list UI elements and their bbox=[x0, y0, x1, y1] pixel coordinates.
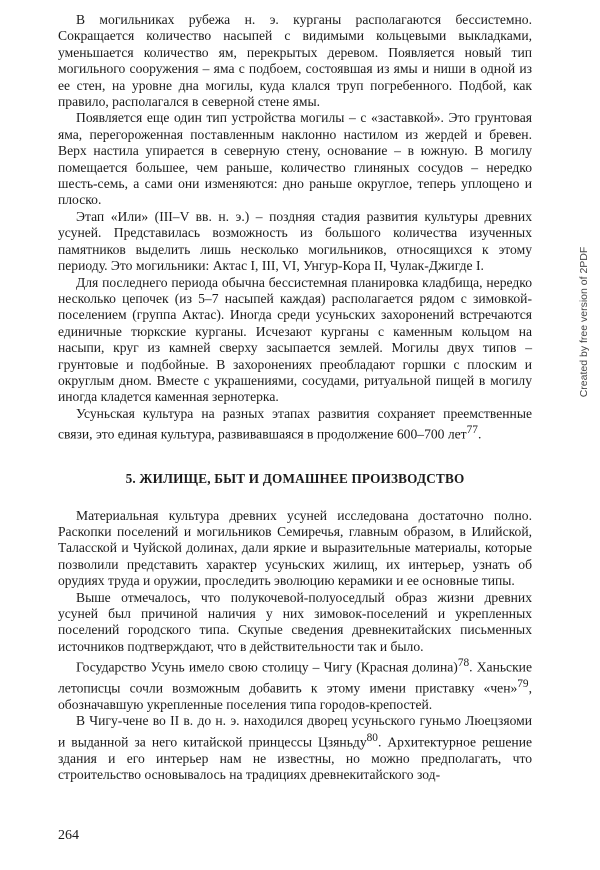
paragraph-material-culture: Материальная культура древних усуней исследована достаточно полно. Раскопки поселений и могильников Семиречья, главным образом, в Илийской, Таласской и Чуйской долинах, дали яркие и выразительные материалы, которые позволили представить характер усуньских жилищ, их интерьер, узнать об орудиях труда и оружии, проследить эволюцию керамики и ее основные типы. bbox=[58, 507, 532, 589]
footnote-ref-79: 79 bbox=[517, 678, 529, 691]
paragraph-continuity bbox=[58, 406, 532, 443]
palace-text-1: В Чигу-чене во II в. до н. э. находился дворец усуньского гуньмо Люецзяоми и выданной за него китайской принцессы Цзяньду bbox=[58, 713, 532, 750]
continuity-text: Усуньская культура на разных этапах развития сохраняет преемственные связи, это единая культура, развивавшаяся в продолжение 600–700 лет bbox=[58, 405, 532, 442]
paragraph-last-period: Для последнего периода обычна бессистемная планировка кладбища, нередко несколько цепочек (из 5–7 насыпей каждая) располагается рядом с зимовкой-поселением (группа Актас). Иногда среди усуньских захоронений встречаются единичные тюркские курганы. Исчезают курганы с каменным кольцом на насыпи, круг из камней сверху засыпается землей. Могилы двух типов – грунтовые и подбойные. В захоронениях преобладают горшки с плоским и округлым дном. Вместе с украшениями, сосудами, ритуальной пищей в могилу иногда кладется каменная зернотерка. bbox=[58, 274, 532, 405]
footnote-ref-80: 80 bbox=[366, 731, 378, 744]
footnote-ref-77: 77 bbox=[466, 424, 478, 437]
section-heading: 5. ЖИЛИЩЕ, БЫТ И ДОМАШНЕЕ ПРОИЗВОДСТВО bbox=[125, 471, 465, 487]
paragraph-burials-rubezh: В могильниках рубежа н. э. курганы располагаются бессистемно. Сокращается количество насыпей с видимыми кольцевыми выкладками, уменьшается количество ям, перекрытых деревом. Появляется новый тип могильного сооружения – яма с подбоем, состоявшая из ямы и ниши в одной из ее стен, на уровне дна могилы, куда клался труп погребенного. Подбой, как правило, располагался в северной стене ямы. bbox=[58, 12, 532, 110]
continuity-end: . bbox=[477, 426, 482, 442]
footnote-ref-78: 78 bbox=[457, 657, 470, 670]
paragraph-palace bbox=[58, 713, 532, 783]
paragraph-zastavka: Появляется еще один тип устройства могилы – с «заставкой». Это грунтовая яма, перегороженная поставленным наклонно настилом из жердей и бревен. Верх настила упирается в северную стену, основание – в южную. В могилу помещается большее, чем раньше, количество глиняных сосудов – нередко шесть-семь, а сами они изменяются: дно раньше округлое, теперь уплощено и плоско. bbox=[58, 110, 532, 208]
chigu-text-1: Государство Усунь имело свою столицу – Чигу (Красная долина) bbox=[76, 659, 458, 675]
paragraph-chigu-capital bbox=[58, 655, 532, 713]
page-number: 264 bbox=[58, 828, 79, 843]
paragraph-semi-nomadic: Выше отмечалось, что полукочевой-полуоседлый образ жизни древних усуней был причиной наличия у них зимовок-поселений и укрепленных поселений городского типа. Скупые сведения древнекитайских письменных источников подтверждают, что в действительности так и было. bbox=[58, 589, 532, 654]
text-column bbox=[58, 12, 532, 784]
watermark: Created by free version of 2PDF bbox=[578, 246, 590, 398]
chigu-text-2: . Ханьские летописцы сочли возможным добавить к этому имени приставку «чен» bbox=[58, 659, 532, 696]
palace-text-2: . Архитектурное решение здания и его интерьер нам не известны, но можно предполагать, что строительство основывалось на традициях древнекитайского зод- bbox=[58, 734, 532, 783]
paragraph-ili-stage: Этап «Или» (III–V вв. н. э.) – поздняя стадия развития культуры древних усуней. Представилась возможность из большого количества изученных памятников выделить лишь несколько могильников, относящихся к этому периоду. Это могильники: Актас I, III, VI, Унгур-Кора II, Чулак-Джигде I. bbox=[58, 208, 532, 274]
chigu-text-3: , обозначавшую укрепленные поселения типа городов-крепостей. bbox=[58, 680, 532, 713]
